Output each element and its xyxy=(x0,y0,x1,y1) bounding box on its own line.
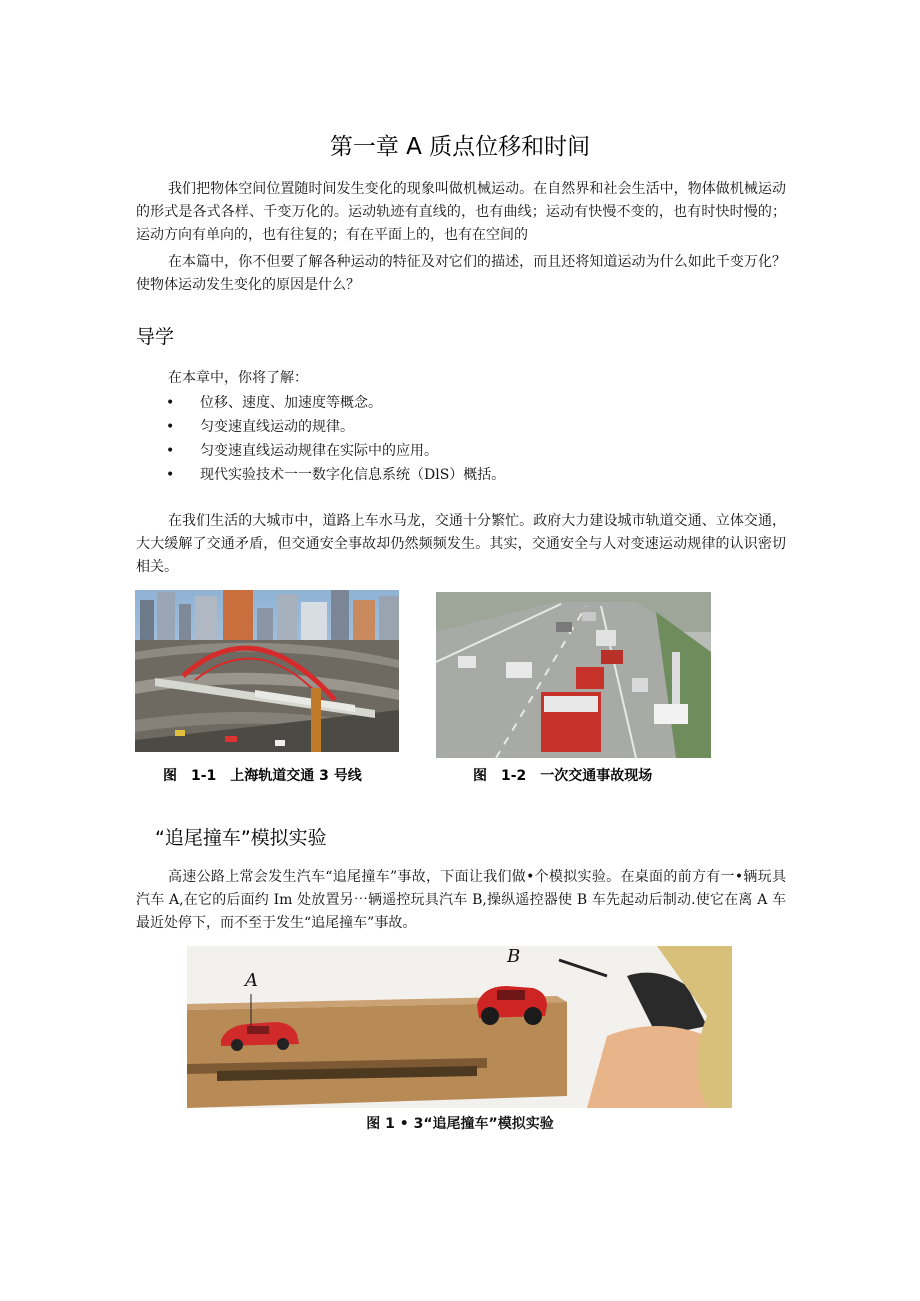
bullet-icon: • xyxy=(166,395,175,411)
figure-1-3-caption: 图 1 • 3“追尾撞车”模拟实验 xyxy=(366,1116,554,1132)
traffic-paragraph: 在我们生活的大城市中，道路上车水马龙，交通十分繁忙。政府大力建设城市轨道交通、立体交通，大大缓解了交通矛盾，但交通安全事故却仍然频频发生。其实，交通安全与人对变速运动规律的认识密切相关。 xyxy=(136,513,786,575)
guide-intro: 在本章中，你将了解： xyxy=(168,370,308,386)
guide-bullet-list xyxy=(166,391,766,487)
section-heading-guide: 导学 xyxy=(136,326,175,348)
label-car-a: A xyxy=(245,970,258,991)
section-heading-experiment: “追尾撞车”模拟实验 xyxy=(155,827,327,849)
bullet-icon: • xyxy=(166,443,175,459)
chapter-title: 第一章 A 质点位移和时间 xyxy=(329,134,591,160)
figure-metro-photo xyxy=(135,590,399,752)
bullet-icon: • xyxy=(166,419,175,435)
label-car-b: B xyxy=(507,946,521,967)
figure-1-1-caption: 图 1-1 上海轨道交通 3 号线 xyxy=(163,768,362,784)
figure-1-2-caption: 图 1-2 一次交通事故现场 xyxy=(473,768,653,784)
experiment-paragraph: 高速公路上常会发生汽车“追尾撞车”事故，下面让我们做•个模拟实验。在桌面的前方有一•辆玩具汽车 A,在它的后面约 Im 处放置另⋯辆遥控玩具汽车 B,操纵遥控器使 B 车先起动后制动.使它在离 A 车最近处停下，而不至于发生“追尾撞车”事故。 xyxy=(136,869,786,931)
list-item: • 现代实验技术一一数字化信息系统（DlS）概括。 xyxy=(166,463,766,487)
figure-accident-photo xyxy=(436,592,711,758)
figure-experiment-photo xyxy=(187,946,732,1108)
experiment-illustration xyxy=(187,946,732,1108)
list-item: • 位移、速度、加速度等概念。 xyxy=(166,391,766,415)
metro-illustration xyxy=(135,590,399,752)
accident-illustration xyxy=(436,592,711,758)
list-item: • 匀变速直线运动的规律。 xyxy=(166,415,766,439)
bullet-icon: • xyxy=(166,467,175,483)
intro-paragraph-1: 我们把物体空间位置随时间发生变化的现象叫做机械运动。在自然界和社会生活中，物体做机械运动的形式是各式各样、千变万化的。运动轨迹有直线的，也有曲线；运动有快慢不变的，也有时快时慢的；运动方向有单向的，也有往复的；有在平面上的，也有在空间的 xyxy=(136,181,786,243)
intro-paragraph-2: 在本篇中，你不但要了解各种运动的特征及对它们的描述，而且还将知道运动为什么如此千变万化？使物体运动发生变化的原因是什么？ xyxy=(136,254,786,293)
list-item: • 匀变速直线运动规律在实际中的应用。 xyxy=(166,439,766,463)
